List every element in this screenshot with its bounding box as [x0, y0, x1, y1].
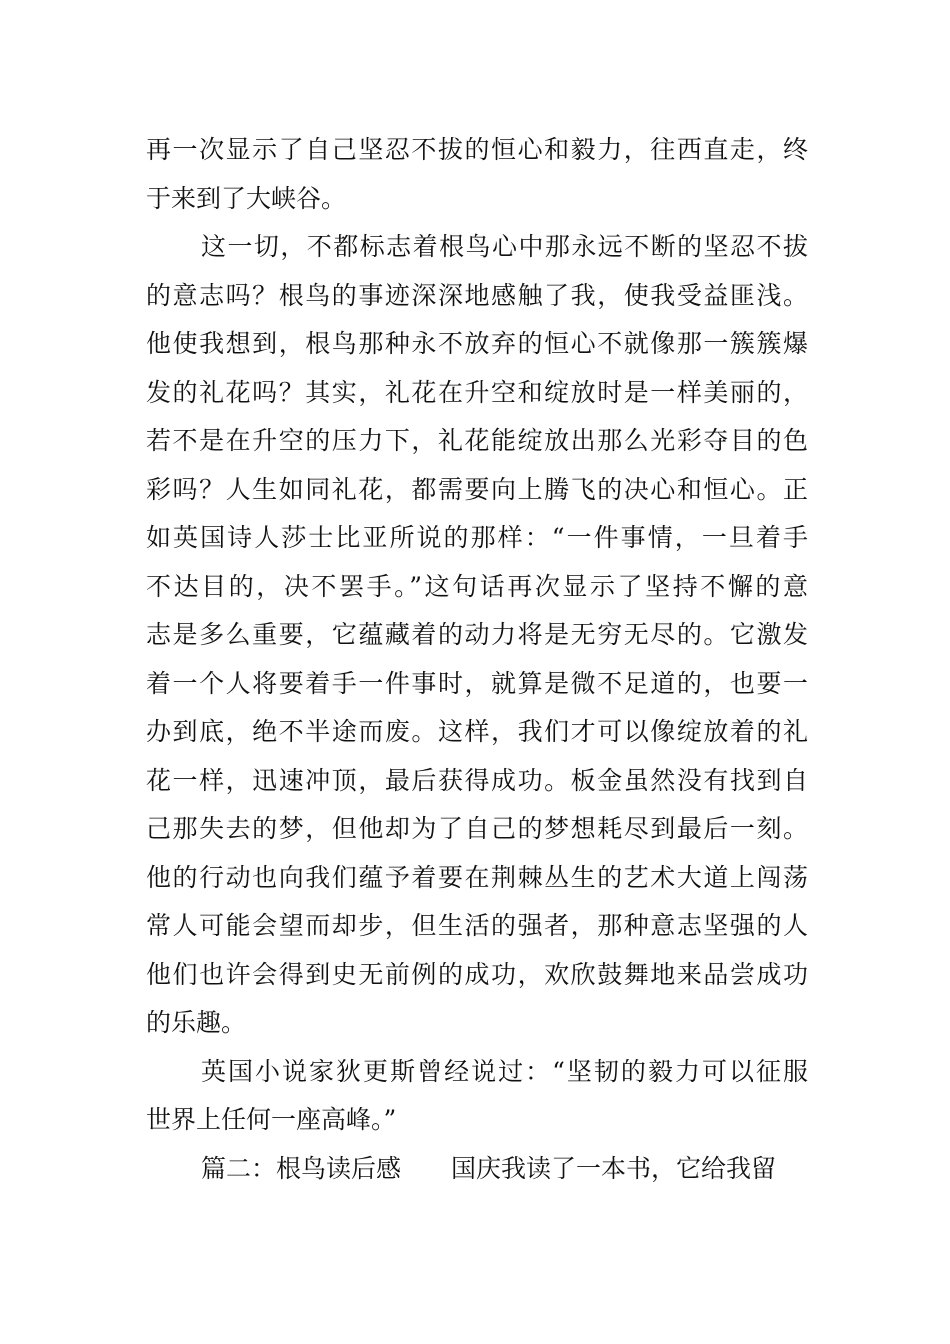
paragraph-1	[146, 126, 808, 223]
text-line: 再一次显示了自己坚忍不拔的恒心和毅力，往西直走，终	[146, 135, 808, 164]
text-line: 这一切，不都标志着根鸟心中那永远不断的坚忍不拔	[201, 232, 808, 261]
text-line: 志是多么重要，它蕴藏着的动力将是无穷无尽的。它激发	[146, 620, 808, 649]
text-line: 若不是在升空的压力下，礼花能绽放出那么光彩夺目的色	[146, 426, 808, 455]
text-line: 彩吗？人生如同礼花，都需要向上腾飞的决心和恒心。正	[146, 474, 808, 504]
text-line: 他们也许会得到史无前例的成功，欢欣鼓舞地来品尝成功	[146, 959, 808, 989]
text-line: 花一样，迅速冲顶，最后获得成功。板金虽然没有找到自	[146, 765, 808, 795]
paragraph-4	[146, 1145, 808, 1194]
paragraph-3	[146, 1048, 808, 1145]
text-line: 他使我想到，根鸟那种永不放弃的恒心不就像那一簇簇爆	[146, 329, 808, 358]
text-line: 如英国诗人莎士比亚所说的那样：“一件事情，一旦着手	[146, 523, 808, 552]
text-line: 着一个人将要着手一件事时，就算是微不足道的，也要一	[146, 668, 808, 698]
text-line: 英国小说家狄更斯曾经说过：“坚韧的毅力可以征服	[201, 1056, 808, 1086]
text-line: 于来到了大峡谷。	[146, 183, 347, 213]
text-line: 发的礼花吗？其实，礼花在升空和绽放时是一样美丽的，	[146, 377, 808, 407]
document-body	[146, 126, 808, 1193]
text-line: 世界上任何一座高峰。”	[146, 1105, 397, 1134]
text-line: 办到底，绝不半途而废。这样，我们才可以像绽放着的礼	[146, 717, 808, 746]
text-line: 的乐趣。	[146, 1008, 247, 1037]
text-line: 常人可能会望而却步，但生活的强者，那种意志坚强的人	[146, 911, 808, 940]
section-text: 国庆我读了一本书，它给我留	[451, 1153, 777, 1183]
text-line: 的意志吗？根鸟的事迹深深地感触了我，使我受益匪浅。	[146, 280, 808, 310]
paragraph-2	[146, 223, 808, 1048]
text-line: 不达目的，决不罢手。”这句话再次显示了坚持不懈的意	[146, 571, 808, 601]
section-heading: 篇二：根鸟读后感	[201, 1153, 402, 1183]
text-line: 己那失去的梦，但他却为了自己的梦想耗尽到最后一刻。	[146, 814, 808, 843]
section-heading-line	[146, 1145, 808, 1194]
text-line: 他的行动也向我们蕴予着要在荆棘丛生的艺术大道上闯荡	[146, 862, 808, 892]
